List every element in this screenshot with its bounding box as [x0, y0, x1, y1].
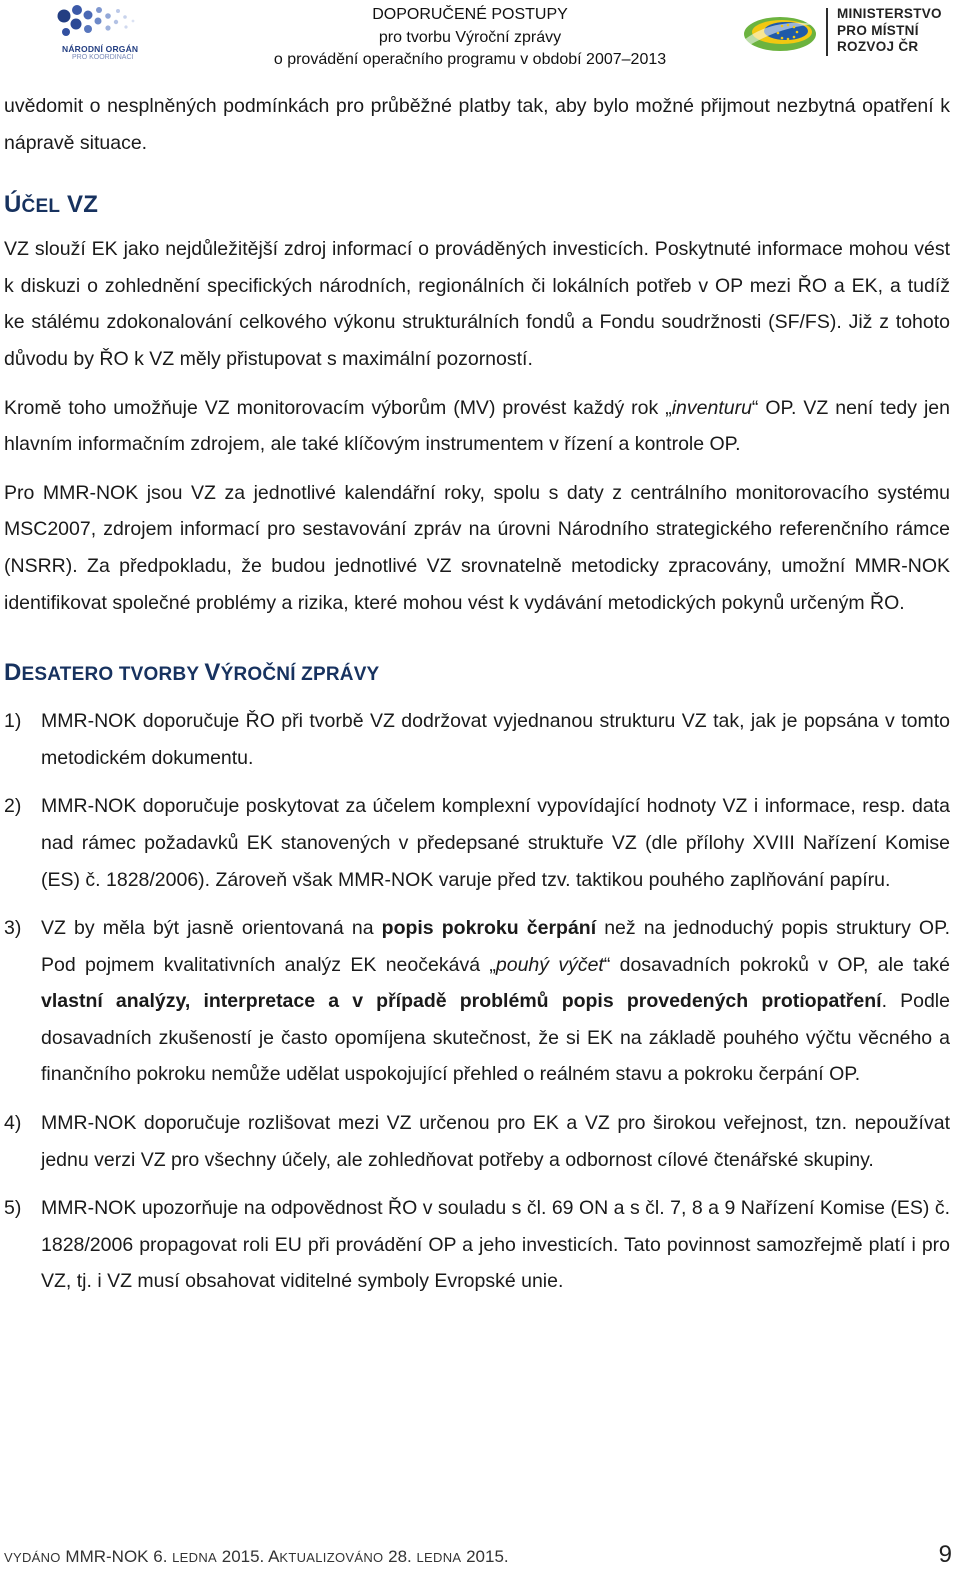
text-run: . Podle dosavadních zkušeností je často opomíjena skutečnost, že si EK na základě pouhého výčtu věcného a finančního pokroku nemůže udělat uspokojující přehled o reálném stavu a pokroku čerpání OP.: [41, 990, 950, 1086]
national-coordination-logo: [52, 2, 156, 64]
text-run: KTUALIZOVÁNO: [279, 1550, 384, 1565]
heading-smallcaps: ÝROČNÍ ZPRÁVY: [220, 664, 380, 686]
page-number: 9: [938, 1541, 952, 1568]
list-number: 2): [4, 795, 22, 818]
text-run: 2015.: [461, 1547, 509, 1566]
footer-issue-text: [4, 1547, 509, 1567]
list-item-text: MMR-NOK doporučuje rozlišovat mezi VZ určenou pro EK a VZ pro širokou veřejnost, tzn. nepoužívat jednu verzi VZ pro všechny účely, ale zohledňovat potřeby a odbornost cílové čtenářské skupiny.: [41, 1112, 950, 1171]
section-heading-ucel: [4, 191, 950, 219]
text-run: než na jednoduchý popis struktury OP. Pod pojmem kvalitativních analýz EK neočekává „: [41, 917, 951, 976]
list-item-text: MMR-NOK doporučuje ŘO při tvorbě VZ dodržovat vyjednanou strukturu VZ tak, jak je popsána v tomto metodickém dokumentu.: [41, 710, 950, 769]
list-item-text: MMR-NOK doporučuje poskytovat za účelem komplexní vypovídající hodnoty VZ i informace, resp. data nad rámec požadavků EK stanovených v předepsané struktuře VZ (dle přílohy XVIII Nařízení Komise (ES) č. 1828/2006). Zároveň však MMR-NOK varuje před tzv. taktikou pouhého zaplňování papíru.: [41, 795, 950, 891]
ministry-logo: [742, 4, 952, 60]
title-line1: DOPORUČENÉ POSTUPY: [372, 6, 568, 23]
title-line3: o provádění operačního programu v období 2007–2013: [273, 51, 667, 68]
heading-initial: D: [4, 659, 22, 687]
text-run: “ dosavadních pokroků v OP, ale také: [603, 953, 951, 976]
dot-cluster-logo-icon: [52, 2, 156, 46]
ministry-swoosh-logo-icon: [742, 10, 820, 56]
list-item: [4, 703, 950, 776]
paragraph-ucel-1: VZ slouží EK jako nejdůležitější zdroj informací o prováděných investicích. Poskytnuté informace mohou vést k diskuzi o zohlednění specifických národních, regionálních či lokálních potřeb v OP mezi ŘO a EK, a tudíž ke stálému zdokonalování celkového výkonu strukturálních fondů a Fondu soudržnosti (SF/FS). Již z tohoto důvodu by ŘO k VZ měly přistupovat s maximální pozorností.: [4, 238, 950, 370]
list-number: 4): [4, 1112, 22, 1135]
text-run: 28.: [383, 1547, 417, 1566]
text-run: LEDNA: [416, 1550, 462, 1565]
text-run: VZ by měla být jasně orientovaná na: [41, 917, 382, 940]
ministry-line2: PRO MÍSTNÍ: [837, 22, 919, 38]
page-body: [4, 88, 950, 1312]
list-item: [4, 1190, 950, 1300]
intro-paragraph: uvědomit o nesplněných podmínkách pro průběžné platby tak, aby bylo možné přijmout nezbytná opatření k nápravě situace.: [4, 95, 950, 154]
logo-left-line1: NÁRODNÍ ORGÁN: [62, 44, 139, 54]
logo-left-line2: PRO KOORDINACI: [72, 54, 134, 61]
text-run: MMR-NOK 6.: [60, 1547, 173, 1566]
ministry-name: [837, 6, 942, 56]
heading-initial: V: [204, 659, 221, 687]
title-line2: pro tvorbu Výroční zprávy: [378, 28, 562, 46]
list-number: 3): [4, 917, 22, 940]
italic-term: inventuru: [671, 396, 752, 419]
ministry-line1: MINISTERSTVO: [837, 6, 942, 21]
paragraph-ucel-2: [4, 390, 950, 463]
list-item: [4, 910, 950, 1093]
bold-term: popis pokroku čerpání: [381, 917, 597, 940]
recommendations-list: [4, 703, 950, 1300]
logo-divider: [826, 8, 828, 56]
section-heading-desatero: [4, 659, 950, 687]
text-run: LEDNA: [172, 1550, 218, 1565]
ministry-line3: ROZVOJ ČR: [837, 39, 919, 54]
text-run: 2015. A: [217, 1547, 280, 1566]
text-run: “ OP. VZ není tedy jen hlavním informačním zdrojem, ale také klíčovým instrumentem v řízení a kontrole OP.: [4, 396, 950, 456]
list-item: [4, 788, 950, 898]
text-run: Kromě toho umožňuje VZ monitorovacím výborům (MV) provést každý rok „: [4, 396, 672, 419]
list-item-text: MMR-NOK upozorňuje na odpovědnost ŘO v souladu s čl. 69 ON a s čl. 7, 8 a 9 Nařízení Komise (ES) č. 1828/2006 propagovat roli EU při provádění OP a jeho investicích. Tato povinnost samozřejmě platí i pro VZ, tj. i VZ musí obsahovat viditelné symboly Evropské unie.: [41, 1197, 950, 1293]
italic-term: pouhý výčet: [495, 953, 604, 976]
list-item-text: [41, 910, 950, 1093]
page-footer: [4, 1543, 952, 1573]
heading-initial: Ú: [4, 191, 22, 219]
page-header: [0, 0, 960, 78]
list-item: [4, 1105, 950, 1178]
paragraph-ucel-3: Pro MMR-NOK jsou VZ za jednotlivé kalendářní roky, spolu s daty z centrálního monitorovacího systému MSC2007, zdrojem informací pro sestavování zpráv na úrovni Národního strategického referenčního rámce (NSRR). Za předpokladu, že budou jednotlivé VZ srovnatelně metodicky zpracovány, umožní MMR-NOK identifikovat společné problémy a rizika, které mohou vést k vydávání metodických pokynů určeným ŘO.: [4, 481, 950, 614]
bold-term: vlastní analýzy, interpretace a v případě problémů popis provedených protiopatření: [41, 990, 882, 1013]
text-run: VYDÁNO: [4, 1550, 61, 1565]
list-number: 1): [4, 710, 22, 733]
heading-smallcaps: ČEL: [21, 196, 61, 218]
heading-smallcaps: ESATERO TVORBY: [21, 664, 205, 686]
list-number: 5): [4, 1197, 22, 1220]
document-title: [250, 4, 690, 72]
heading-tail: VZ: [60, 191, 99, 219]
